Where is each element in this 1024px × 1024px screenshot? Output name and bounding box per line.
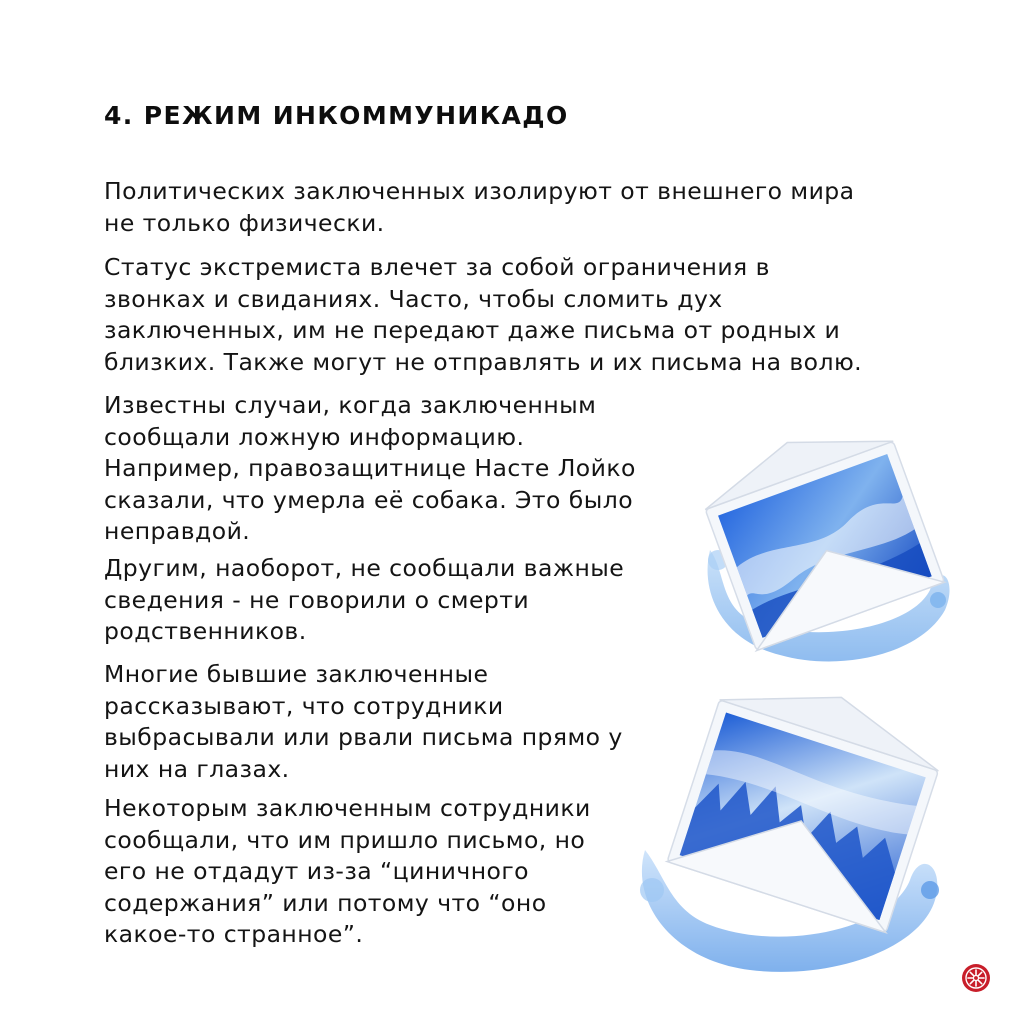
page-heading: 4. РЕЖИМ ИНКОММУНИКАДО xyxy=(104,101,569,130)
paragraph-isolation xyxy=(104,176,855,239)
text-line: Статус экстремиста влечет за собой ограничения в xyxy=(104,253,770,281)
text-line: близких. Также могут не отправлять и их письма на волю. xyxy=(104,347,863,376)
text-line: Например, правозащитнице Насте Лойко xyxy=(104,454,636,482)
text-line: Известны случаи, когда заключенным xyxy=(104,391,597,419)
text-line: них на глазах. xyxy=(104,754,290,783)
paragraph-false-info xyxy=(104,390,636,548)
text-line: родственников. xyxy=(104,617,307,645)
text-line: сведения - не говорили о смерти xyxy=(104,585,530,614)
paragraph-cynical-content xyxy=(104,793,591,951)
text-line: его не отдадут из-за “циничного xyxy=(104,857,529,885)
text-line: заключенных, им не передают даже письма от родных и xyxy=(104,316,841,344)
text-line: Многие бывшие заключенные xyxy=(104,660,489,688)
text-line: выбрасывали или рвали письма прямо у xyxy=(104,723,623,751)
paragraph-destroyed-letters xyxy=(104,659,623,785)
paragraph-withheld-news xyxy=(104,553,624,648)
envelope-watercolor-icon xyxy=(690,440,960,680)
text-line: какое-то странное”. xyxy=(104,920,364,948)
text-line: сообщали, что им пришло письмо, но xyxy=(104,825,586,854)
envelope-watercolor-icon xyxy=(630,690,950,980)
text-line: не только физически. xyxy=(104,208,385,237)
text-line: сообщали ложную информацию. xyxy=(104,422,525,451)
text-line: Некоторым заключенным сотрудники xyxy=(104,794,591,822)
text-line: содержания” или потому что “оно xyxy=(104,888,547,917)
text-line: Политических заключенных изолируют от внешнего мира xyxy=(104,177,855,205)
text-line: Другим, наоборот, не сообщали важные xyxy=(104,554,625,582)
paragraph-restrictions xyxy=(104,252,862,378)
ornament-logo-icon xyxy=(961,963,991,993)
text-line: сказали, что умерла её собака. Это было xyxy=(104,485,634,514)
text-line: звонках и свиданиях. Часто, чтобы сломить дух xyxy=(104,284,723,313)
text-line: неправдой. xyxy=(104,517,251,545)
text-line: рассказывают, что сотрудники xyxy=(104,691,504,720)
